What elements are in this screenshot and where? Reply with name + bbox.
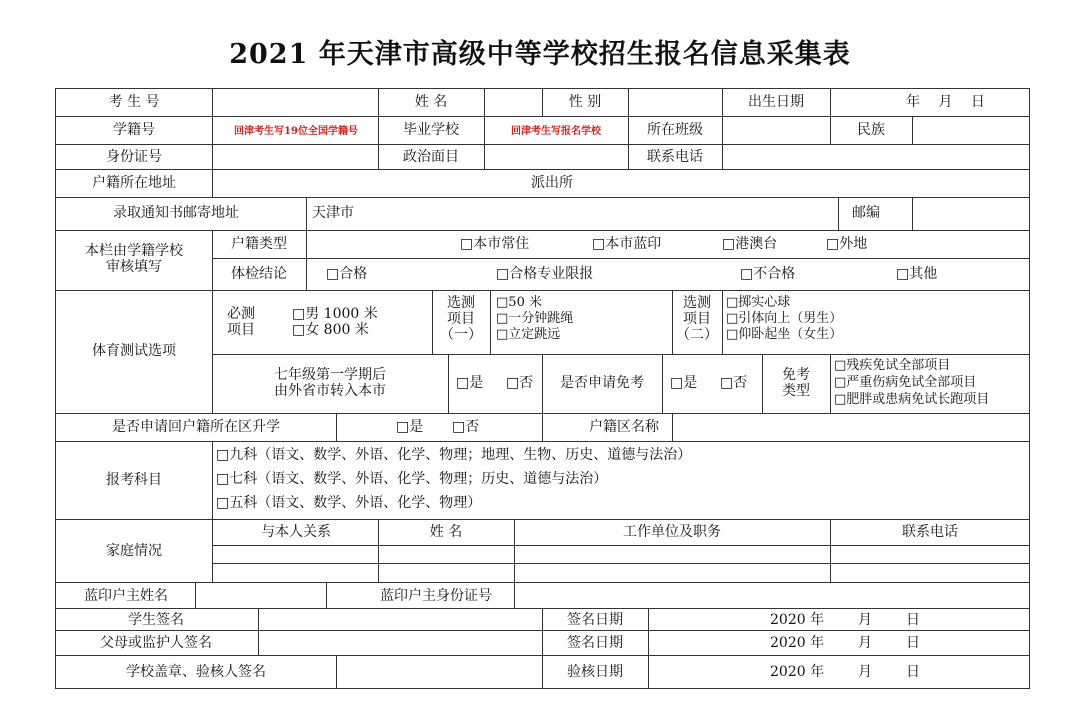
subjects-label: 报考科目 [106,472,162,488]
guardian-signature-month: 月 [858,635,872,651]
school-signature-date-label: 验核日期 [567,664,623,680]
pe-exempt-question: 是否申请免考 [560,375,644,391]
student-signature-month: 月 [858,612,872,628]
health-label: 体检结论 [231,266,287,282]
pe-transfer-yes[interactable]: □ 是 [456,375,483,391]
pe-opt1-label-2: 项目 [447,311,475,327]
return-district-label: 户籍区名称 [589,419,659,435]
mail-address-label: 录取通知书邮寄地址 [113,205,239,221]
student-signature-date-label: 签名日期 [567,612,623,628]
pe-opt2-label-3: （二） [676,327,718,343]
school-signature-month: 月 [858,664,872,680]
ethnic-label: 民族 [857,122,885,138]
return-question: 是否申请回户籍所在区升学 [112,419,280,435]
pe-opt1-50m[interactable]: □ 50 米 [496,295,542,311]
school-signature-day: 日 [906,664,920,680]
pe-opt1-label-1: 选测 [447,295,475,311]
guardian-signature-year: 2020 年 [770,635,825,651]
family-work-header: 工作单位及职务 [623,524,721,540]
student-no-label: 学籍号 [113,122,155,138]
audit-label-2: 审核填写 [106,259,162,275]
pe-opt2-sit-up[interactable]: □ 仰卧起坐（女生） [726,327,842,343]
pe-opt2-pull-up[interactable]: □ 引体向上（男生） [726,311,842,327]
health-option-restricted[interactable]: □ 合格专业限报 [496,266,593,282]
form-title: 2021 年天津市高级中等学校招生报名信息采集表 [229,39,851,70]
family-relation-header: 与本人关系 [261,524,331,540]
student-no-hint: 回津考生写19位全国学籍号 [234,126,358,137]
birthdate-ymd: 年 月 日 [906,94,985,110]
guardian-signature-day: 日 [906,635,920,651]
postcode-label: 邮编 [852,205,880,221]
student-signature-day: 日 [906,612,920,628]
pe-opt2-shot-put[interactable]: □ 掷实心球 [726,295,790,311]
pe-transfer-label-1: 七年级第一学期后 [274,367,386,383]
pe-exempt-no[interactable]: □ 否 [720,375,747,391]
birthdate-label: 出生日期 [748,94,804,110]
hukou-option-bluecard[interactable]: □ 本市蓝印 [592,236,661,252]
name-label: 姓 名 [414,94,448,110]
pe-exempt-yes[interactable]: □ 是 [670,375,697,391]
exam-no-label: 考 生 号 [108,94,160,110]
pe-exempt-obesity[interactable]: □ 肥胖或患病免试长跑项目 [834,392,989,408]
class-label: 所在班级 [647,122,703,138]
student-signature-year: 2020 年 [770,612,825,628]
health-option-fail[interactable]: □ 不合格 [740,266,795,282]
health-option-other[interactable]: □ 其他 [896,266,937,282]
grad-school-hint: 回津考生写报名学校 [511,126,601,137]
pe-required-label-2: 项目 [227,322,255,338]
family-phone-header: 联系电话 [902,524,958,540]
pe-opt2-label-1: 选测 [683,295,711,311]
pe-exempt-type-label-1: 免考 [782,367,810,383]
pe-required-male-1000m[interactable]: □ 男 1000 米 [292,306,378,322]
pe-exempt-type-label-2: 类型 [782,383,810,399]
subjects-option-seven[interactable]: □ 七科（语文、数学、外语、化学、物理；历史、道德与法治） [216,471,607,487]
pe-transfer-no[interactable]: □ 否 [506,375,533,391]
politics-label: 政治面目 [403,149,459,165]
audit-label-1: 本栏由学籍学校 [85,243,183,259]
pe-required-label-1: 必测 [227,306,255,322]
subjects-option-five[interactable]: □ 五科（语文、数学、外语、化学、物理） [216,495,481,511]
grad-school-label: 毕业学校 [403,122,459,138]
hukou-address-label: 户籍所在地址 [92,175,176,191]
return-no[interactable]: □ 否 [452,419,479,435]
pe-required-female-800m[interactable]: □ 女 800 米 [292,322,369,338]
school-signature-label: 学校盖章、验核人签名 [126,664,266,680]
hukou-option-hkmt[interactable]: □ 港澳台 [722,236,777,252]
guardian-signature-date-label: 签名日期 [567,635,623,651]
hukou-option-local[interactable]: □ 本市常住 [460,236,529,252]
return-yes[interactable]: □ 是 [396,419,423,435]
pe-transfer-label-2: 由外省市转入本市 [274,383,386,399]
student-signature-label: 学生签名 [128,612,184,628]
pe-label: 体育测试选项 [92,343,176,359]
pe-exempt-serious-injury[interactable]: □ 严重伤病免试全部项目 [834,375,976,391]
pe-opt1-long-jump[interactable]: □ 立定跳远 [496,327,560,343]
pe-opt1-label-3: （一） [440,327,482,343]
mail-city: 天津市 [312,205,354,221]
health-option-pass[interactable]: □ 合格 [326,266,367,282]
gender-label: 性 别 [568,94,602,110]
pe-opt2-label-2: 项目 [683,311,711,327]
police-station-label: 派出所 [531,175,573,191]
family-label: 家庭情况 [106,543,162,559]
family-name-header: 姓 名 [429,524,463,540]
guardian-signature-label: 父母或监护人签名 [100,635,212,651]
pe-opt1-jump-rope[interactable]: □ 一分钟跳绳 [496,311,573,327]
id-no-label: 身份证号 [106,149,162,165]
pe-exempt-disability[interactable]: □ 残疾免试全部项目 [834,358,950,374]
school-signature-year: 2020 年 [770,664,825,680]
hukou-type-label: 户籍类型 [231,236,287,252]
phone-label: 联系电话 [647,149,703,165]
bluecard-owner-id-label: 蓝印户主身份证号 [380,588,492,604]
hukou-option-nonlocal[interactable]: □ 外地 [826,236,867,252]
subjects-option-nine[interactable]: □ 九科（语文、数学、外语、化学、物理；地理、生物、历史、道德与法治） [216,447,691,463]
bluecard-owner-name-label: 蓝印户主姓名 [84,588,168,604]
